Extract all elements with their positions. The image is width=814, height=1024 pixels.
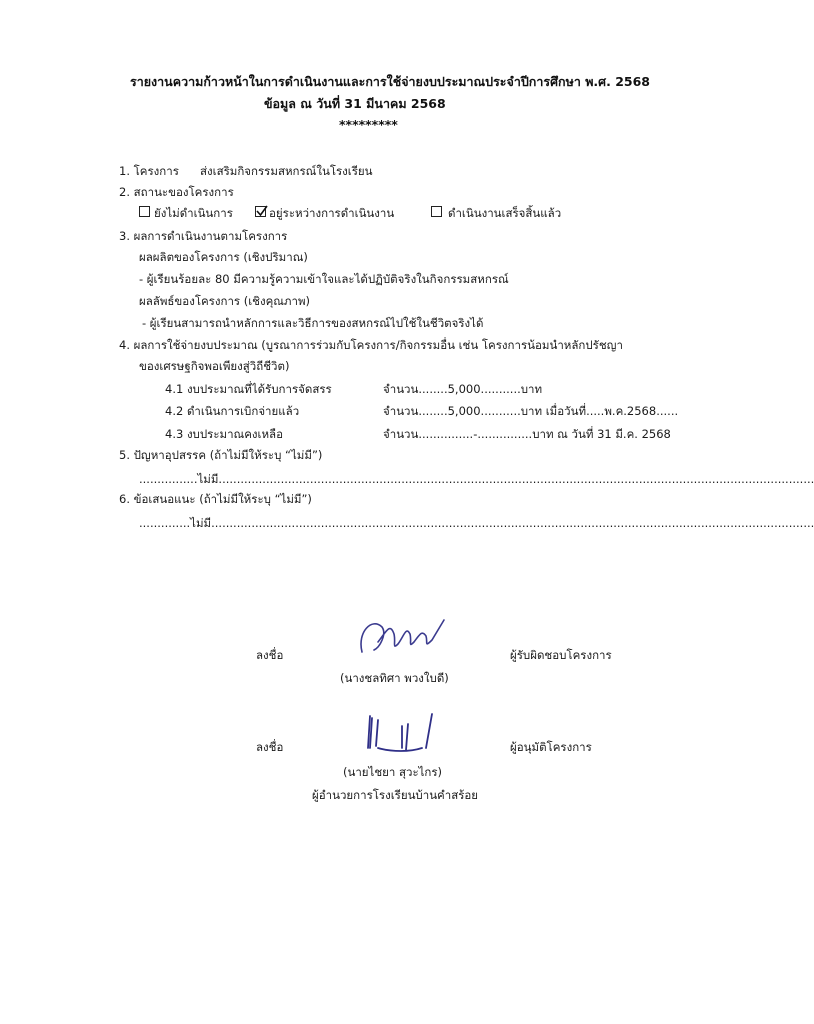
outcome-item: - ผู้เรียนสามารถนำหลักการและวิธีการของสหกรณ์ไปใช้ในชีวิตจริงได้	[142, 316, 484, 330]
status-option-completed: ดำเนินงานเสร็จสิ้นแล้ว	[448, 206, 562, 220]
budget-row-amount: จำนวน...............-...............บาท ณ วันที่ 31 มี.ค. 2568	[383, 427, 671, 441]
project-name: ส่งเสริมกิจกรรมสหกรณ์ในโรงเรียน	[200, 164, 373, 178]
status-option-in-progress: อยู่ระหว่างการดำเนินงาน	[269, 206, 395, 220]
checkmark-icon	[255, 204, 269, 218]
status-checkbox-not-started[interactable]	[139, 206, 150, 217]
outcome-heading: ผลลัพธ์ของโครงการ (เชิงคุณภาพ)	[139, 294, 311, 308]
document-title: รายงานความก้าวหน้าในการดำเนินงานและการใช้จ่ายงบประมาณประจำปีการศึกษา พ.ศ. 2568	[130, 74, 651, 89]
signature-image	[352, 612, 452, 662]
budget-row-label: 4.2 ดำเนินการเบิกจ่ายแล้ว	[165, 404, 300, 418]
results-label: 3. ผลการดำเนินงานตามโครงการ	[119, 229, 288, 243]
suggestions-value: ..............ไม่มี.....................................................................................................................................................................	[139, 516, 814, 530]
status-checkbox-in-progress[interactable]	[255, 206, 266, 217]
suggestions-label: 6. ข้อเสนอแนะ (ถ้าไม่มีให้ระบุ “ไม่มี”)	[119, 492, 312, 506]
signature-image	[362, 708, 442, 756]
sign-label: ลงชื่อ	[256, 740, 284, 754]
status-checkbox-completed[interactable]	[431, 206, 442, 217]
role-label: ผู้รับผิดชอบโครงการ	[510, 648, 612, 662]
sign-label: ลงชื่อ	[256, 648, 284, 662]
output-heading: ผลผลิตของโครงการ (เชิงปริมาณ)	[139, 250, 308, 264]
budget-label: 4. ผลการใช้จ่ายงบประมาณ (บูรณาการร่วมกับโครงการ/กิจกรรมอื่น เช่น โครงการน้อมนำหลักปรัชญา	[119, 338, 623, 352]
signer-title: ผู้อำนวยการโรงเรียนบ้านคำสร้อย	[312, 788, 479, 802]
project-label: 1. โครงการ	[119, 164, 179, 178]
signer-name: (นายไชยา สุวะไกร)	[343, 765, 443, 779]
problems-label: 5. ปัญหาอุปสรรค (ถ้าไม่มีให้ระบุ “ไม่มี”)	[119, 448, 323, 462]
status-label: 2. สถานะของโครงการ	[119, 185, 234, 199]
budget-row-label: 4.3 งบประมาณคงเหลือ	[165, 427, 283, 441]
budget-label-cont: ของเศรษฐกิจพอเพียงสู่วิถีชีวิต)	[139, 359, 290, 373]
output-item: - ผู้เรียนร้อยละ 80 มีความรู้ความเข้าใจและได้ปฏิบัติจริงในกิจกรรมสหกรณ์	[139, 272, 509, 286]
budget-row-amount: จำนวน........5,000...........บาท	[383, 382, 543, 396]
document-subtitle: ข้อมูล ณ วันที่ 31 มีนาคม 2568	[264, 96, 446, 111]
signer-name: (นางชลทิศา พวงใบดี)	[340, 671, 449, 685]
problems-value: ................ไม่มี...................................................................................................................................................................	[139, 472, 814, 486]
role-label: ผู้อนุมัติโครงการ	[510, 740, 592, 754]
status-option-not-started: ยังไม่ดำเนินการ	[154, 206, 233, 220]
title-stars: *********	[339, 117, 398, 132]
budget-row-label: 4.1 งบประมาณที่ได้รับการจัดสรร	[165, 382, 332, 396]
budget-row-amount: จำนวน........5,000...........บาท เมื่อวันที่.....พ.ค.2568......	[383, 404, 679, 418]
